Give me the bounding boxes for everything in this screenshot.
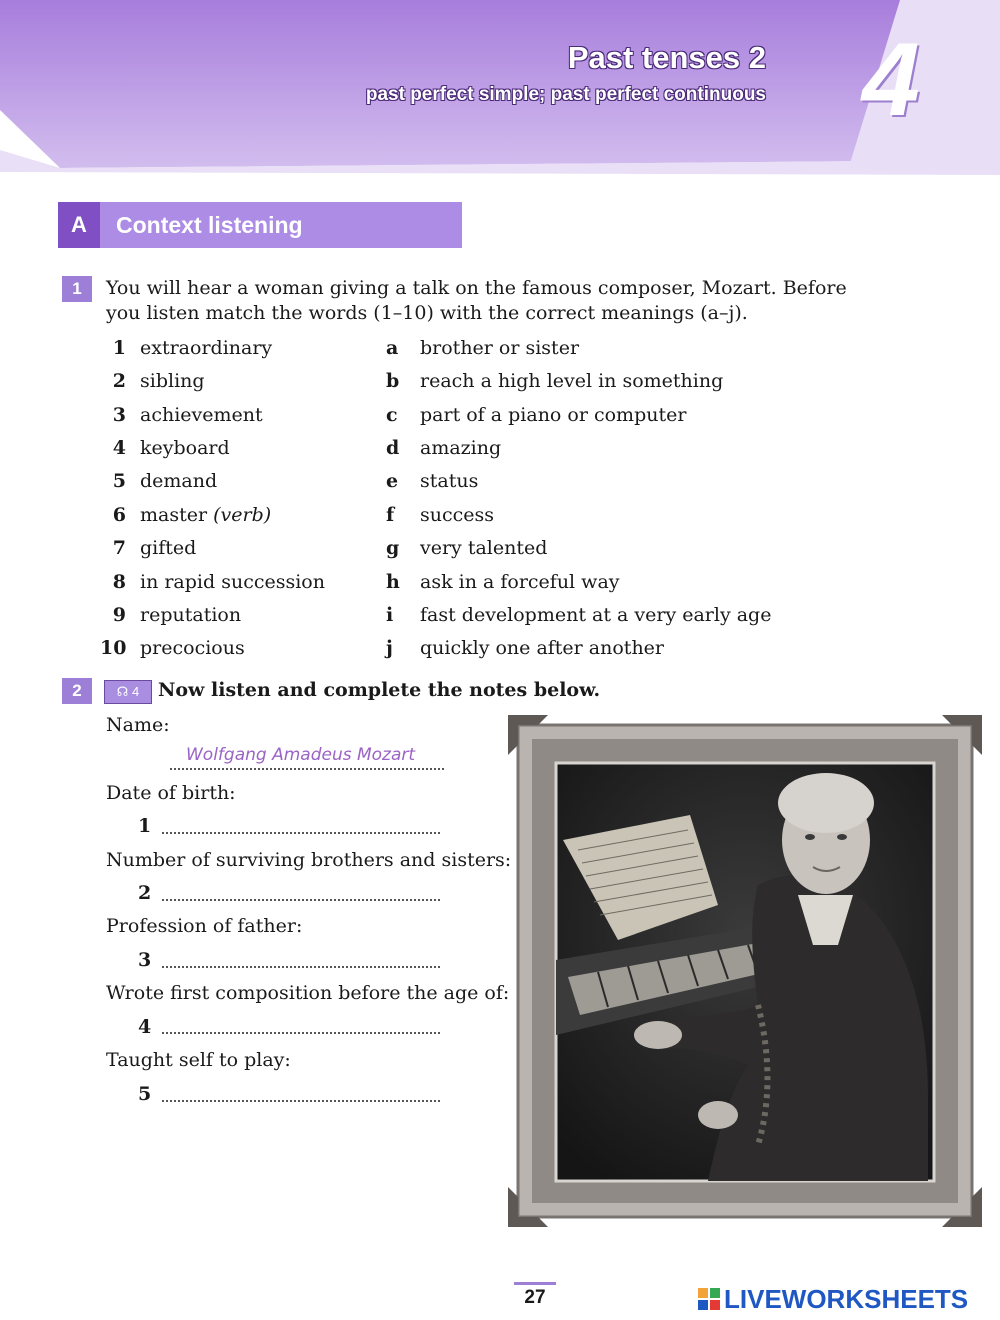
word: sibling <box>140 370 205 392</box>
meaning-letter: f <box>386 504 395 526</box>
meaning-letter: i <box>386 604 394 626</box>
meaning-letter: g <box>386 537 400 559</box>
section-header <box>58 202 462 248</box>
page-title: Past tenses 2 <box>567 40 766 75</box>
meaning: quickly one after another <box>420 637 665 659</box>
exercise-2-badge: 2 <box>62 678 92 704</box>
instruction-line-1: You will hear a woman giving a talk on the famous composer, Mozart. Before <box>106 277 847 299</box>
word-number: 5 <box>112 470 126 492</box>
name-answer-line <box>170 768 444 770</box>
word-number: 9 <box>112 604 126 626</box>
meaning: status <box>420 470 479 492</box>
section-letter: A <box>58 202 100 248</box>
audio-track-number: 4 <box>131 684 140 699</box>
liveworksheets-icon <box>698 1288 720 1310</box>
word-number: 7 <box>112 537 126 559</box>
meaning: success <box>420 504 495 526</box>
answer-field-1[interactable] <box>162 832 440 834</box>
meaning-letter: e <box>386 470 399 492</box>
audio-track-button[interactable] <box>104 680 152 704</box>
meaning-letter: a <box>386 337 399 359</box>
page-number: 27 <box>514 1282 556 1309</box>
word-number: 6 <box>112 504 126 526</box>
word: in rapid succession <box>140 571 325 593</box>
brand-name: LIVEWORKSHEETS <box>724 1284 969 1314</box>
note-number: 2 <box>138 882 152 904</box>
exercise-2-instruction: Now listen and complete the notes below. <box>158 679 601 701</box>
meaning: part of a piano or computer <box>420 404 687 426</box>
meaning: ask in a forceful way <box>420 571 620 593</box>
note-label-first-composition: Wrote first composition before the age of: <box>106 982 510 1004</box>
meaning: reach a high level in something <box>420 370 724 392</box>
note-label-taught-self: Taught self to play: <box>106 1049 291 1071</box>
section-title: Context listening <box>116 212 303 238</box>
meaning-letter: j <box>386 637 393 659</box>
meaning-letter: d <box>386 437 400 459</box>
word-number: 8 <box>112 571 126 593</box>
word: gifted <box>140 537 197 559</box>
word: precocious <box>140 637 245 659</box>
header-banner <box>0 0 1000 180</box>
word-text: master <box>140 504 208 526</box>
exercise-1-badge: 1 <box>62 276 92 302</box>
meaning: amazing <box>420 437 502 459</box>
instruction-line-2: you listen match the words (1–10) with the correct meanings (a–j). <box>106 302 748 324</box>
word <box>140 504 271 526</box>
note-number: 4 <box>138 1016 152 1038</box>
note-label-name: Name: <box>106 714 170 736</box>
headphones-icon: ☊ <box>116 684 129 699</box>
meaning-letter: b <box>386 370 400 392</box>
answer-field-2[interactable] <box>162 899 440 901</box>
meaning-letter: c <box>386 404 398 426</box>
note-label-father-profession: Profession of father: <box>106 915 303 937</box>
note-number: 1 <box>138 815 152 837</box>
word-number: 4 <box>112 437 126 459</box>
note-number: 5 <box>138 1083 152 1105</box>
meaning: brother or sister <box>420 337 580 359</box>
word-number: 3 <box>112 404 126 426</box>
word: achievement <box>140 404 263 426</box>
word-number: 2 <box>112 370 126 392</box>
meaning: fast development at a very early age <box>420 604 772 626</box>
word-number: 10 <box>100 637 127 659</box>
answer-field-3[interactable] <box>162 966 440 968</box>
page-subtitle: past perfect simple; past perfect continuous <box>365 84 766 105</box>
meaning: very talented <box>420 537 548 559</box>
answer-field-4[interactable] <box>162 1032 440 1034</box>
word-number: 1 <box>112 337 126 359</box>
answer-field-5[interactable] <box>162 1100 440 1102</box>
meaning-letter: h <box>386 571 400 593</box>
word-note: (verb) <box>213 504 272 526</box>
mozart-portrait <box>508 715 982 1227</box>
exercise-1-instruction <box>106 276 847 326</box>
word: keyboard <box>140 437 230 459</box>
word: demand <box>140 470 218 492</box>
word: extraordinary <box>140 337 273 359</box>
note-number: 3 <box>138 949 152 971</box>
note-label-date-of-birth: Date of birth: <box>106 782 236 804</box>
unit-number: 4 <box>862 22 920 138</box>
note-label-siblings: Number of surviving brothers and sisters: <box>106 849 512 871</box>
name-answer[interactable]: Wolfgang Amadeus Mozart <box>186 745 416 765</box>
word: reputation <box>140 604 242 626</box>
